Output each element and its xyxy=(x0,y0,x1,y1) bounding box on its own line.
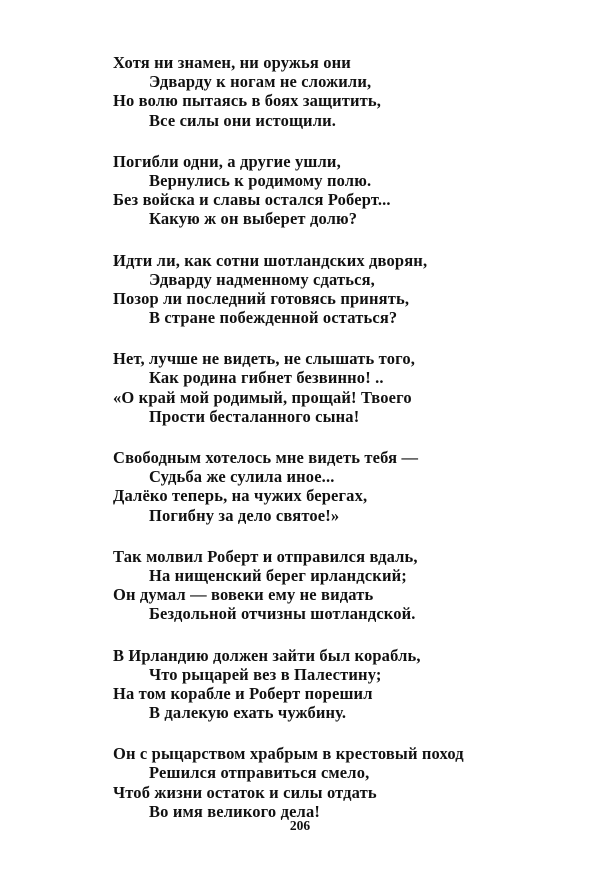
poem-line: Без войска и славы остался Роберт... xyxy=(113,190,391,210)
poem-line: На том корабле и Роберт порешил xyxy=(113,683,373,703)
poem-line-indented: Решился отправиться смело, xyxy=(149,763,370,783)
stanza-7 xyxy=(113,646,553,723)
stanza-8 xyxy=(113,744,553,821)
poem-line: Хотя ни знамен, ни оружья они xyxy=(113,53,351,72)
poem-line-indented: Эдварду к ногам не сложили, xyxy=(149,72,372,92)
poem-line-indented: Какую ж он выберет долю? xyxy=(149,209,358,229)
poem-line: Он с рыцарством храбрым в крестовый поход xyxy=(113,744,464,764)
stanza-3 xyxy=(113,251,553,328)
poem-line-indented: Вернулись к родимому полю. xyxy=(149,170,372,190)
page-number: 206 xyxy=(289,818,311,833)
stanza-2 xyxy=(113,152,553,229)
poem-line: Идти ли, как сотни шотландских дворян, xyxy=(113,250,428,270)
stanza-5 xyxy=(113,448,553,525)
poem-line: Он думал — вовеки ему не видать xyxy=(113,585,374,605)
poem-line-indented: Эдварду надменному сдаться, xyxy=(149,269,375,289)
poem-body xyxy=(113,53,553,843)
stanza-1 xyxy=(113,53,553,130)
poem-line: Но волю пытаясь в боях защитить, xyxy=(113,91,382,111)
poem-line: Позор ли последний готовясь принять, xyxy=(113,288,410,308)
poem-line: Погибли одни, а другие ушли, xyxy=(113,151,341,171)
poem-line: Свободным хотелось мне видеть тебя — xyxy=(113,448,419,467)
poem-line: Чтоб жизни остаток и силы отдать xyxy=(113,782,377,802)
poem-line-indented: Что рыцарей вез в Палестину; xyxy=(149,664,382,684)
poem-line-indented: В стране побежденной остаться? xyxy=(149,308,398,328)
stanza-6 xyxy=(113,547,553,624)
poem-line-indented: Судьба же сулила иное... xyxy=(149,467,335,487)
poem-line: В Ирландию должен зайти был корабль, xyxy=(113,645,421,665)
stanza-4 xyxy=(113,349,553,426)
poem-line-indented: На нищенский берег ирландский; xyxy=(149,565,407,585)
poem-line-indented: Прости бесталанного сына! xyxy=(149,406,360,426)
poem-line-indented: Все силы они истощили. xyxy=(149,110,337,130)
poem-line-indented: В далекую ехать чужбину. xyxy=(149,703,347,723)
poem-line-indented: Как родина гибнет безвинно! .. xyxy=(149,368,384,388)
poem-line-indented: Во имя великого дела! xyxy=(149,801,320,821)
poem-line-indented: Погибну за дело святое!» xyxy=(149,505,340,525)
poem-line-indented: Бездольной отчизны шотландской. xyxy=(149,604,416,624)
poem-line: «О край мой родимый, прощай! Твоего xyxy=(113,387,412,407)
poem-line: Нет, лучше не видеть, не слышать того, xyxy=(113,349,416,369)
poem-line: Далёко теперь, на чужих берегах, xyxy=(113,486,368,506)
poem-line: Так молвил Роберт и отправился вдаль, xyxy=(113,546,418,566)
